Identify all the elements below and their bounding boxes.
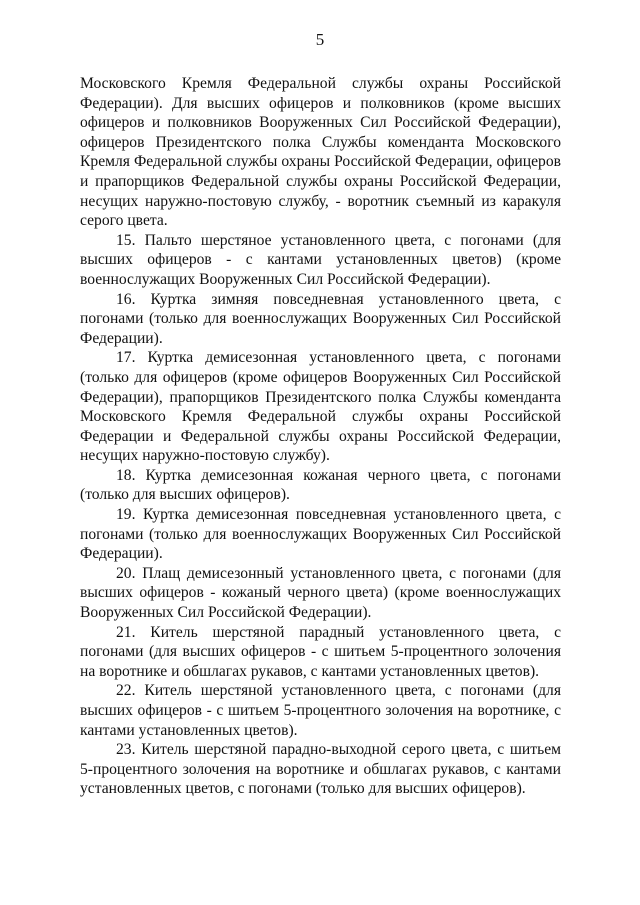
paragraph-item-18: 18. Куртка демисезонная кожаная черного цвета, с погонами (только для высших офицеров). (80, 466, 561, 504)
page-number: 5 (315, 30, 325, 49)
paragraph-item-22: 22. Китель шерстяной установленного цвета, с погонами (для высших офицеров - с шитьем 5-процентного золочения на воротнике, с кантами установленных цветов). (80, 682, 561, 739)
paragraph-item-20: 20. Плащ демисезонный установленного цвета, с погонами (для высших офицеров - кожаный черного цвета) (кроме военнослужащих Вооруженных Сил Российской Федерации). (80, 564, 561, 622)
paragraph-item-15: 15. Пальто шерстяное установленного цвета, с погонами (для высших офицеров - с кантами установленных цветов) (кроме военнослужащих Вооруженных Сил Российской Федерации). (80, 231, 561, 288)
paragraph-item-16: 16. Куртка зимняя повседневная установленного цвета, с погонами (только для военнослужащих Вооруженных Сил Российской Федерации). (80, 290, 561, 347)
paragraph-item-21: 21. Китель шерстяной парадный установленного цвета, с погонами (для высших офицеров - с шитьем 5-процентного золочения на воротнике и обшлагах рукавов, с кантами установленных цветов). (80, 623, 561, 680)
paragraph-item-23: 23. Китель шерстяной парадно-выходной серого цвета, с шитьем 5-процентного золочения на воротнике и обшлагах рукавов, с кантами установленных цветов, с погонами (только для высших офицеров). (80, 741, 561, 798)
document-body (80, 74, 561, 799)
paragraph-continuation: Московского Кремля Федеральной службы охраны Российской Федерации). Для высших офицеров и полковников (кроме высших офицеров и полковников Вооруженных Сил Российской Федерации), офицеров Президентского полка Службы коменданта Московского Кремля Федеральной службы охраны Российской Федерации, офицеров и прапорщиков Федеральной службы охраны Российской Федерации, несущих наружно-постовую службу, - воротник съемный из каракуля серого цвета. (80, 75, 561, 230)
paragraph-item-17: 17. Куртка демисезонная установленного цвета, с погонами (только для офицеров (кроме офицеров Вооруженных Сил Российской Федерации), прапорщиков Президентского полка Службы коменданта Московского Кремля Федеральной службы охраны Российской Федерации и Федеральной службы охраны Российской Федерации, несущих наружно-постовую службу). (80, 349, 561, 465)
paragraph-item-19: 19. Куртка демисезонная повседневная установленного цвета, с погонами (только для военнослужащих Вооруженных Сил Российской Федерации). (80, 506, 561, 563)
